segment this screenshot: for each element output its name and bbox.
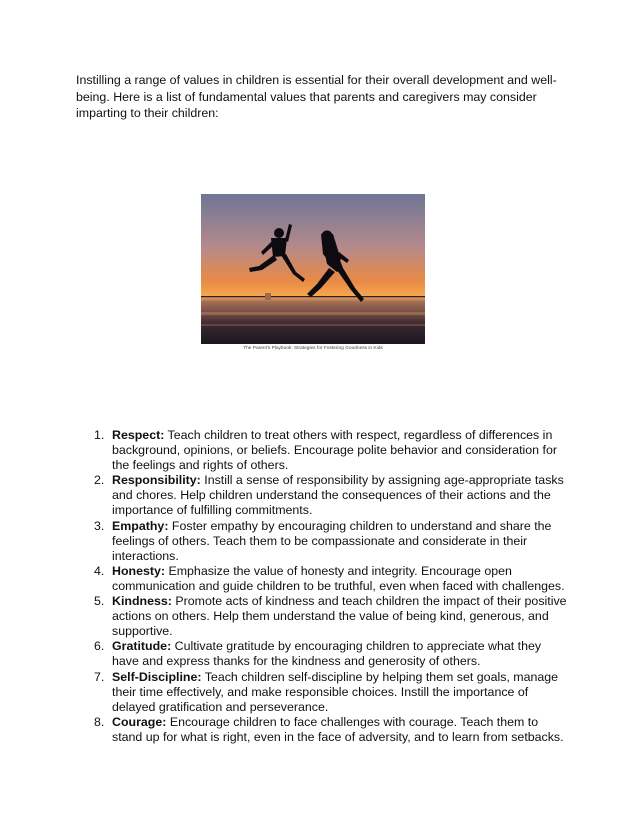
item-term: Self-Discipline: <box>112 669 202 684</box>
water-reflection <box>201 298 425 324</box>
list-item <box>84 564 568 594</box>
item-number: 8. <box>94 714 105 729</box>
item-term: Courage: <box>112 714 167 729</box>
item-text: Encourage children to face challenges with courage. Teach them to stand up for what is right, even in the face of adversity, and to learn from setbacks. <box>112 714 564 744</box>
list-item <box>84 670 568 715</box>
item-text: Instill a sense of responsibility by assigning age-appropriate tasks and chores. Help children understand the consequences of their actions and the importance of fulfilling commitments. <box>112 473 564 518</box>
item-number: 6. <box>94 639 105 654</box>
list-item <box>84 519 568 564</box>
photo-caption: The Parent's Playbook: Strategies for Fostering Goodness in Kids <box>243 346 383 351</box>
item-number: 1. <box>94 428 105 442</box>
item-text: Emphasize the value of honesty and integrity. Encourage open communication and guide children to be truthful, even when faced with challenges. <box>112 563 565 593</box>
item-number: 7. <box>94 669 105 684</box>
item-term: Empathy: <box>112 518 169 533</box>
list-item <box>84 715 568 745</box>
values-list <box>84 428 568 745</box>
horizon-line <box>201 296 425 297</box>
item-number: 2. <box>94 473 105 488</box>
item-text: Promote acts of kindness and teach children the impact of their positive actions on others. Help them understand the value of being kind, generous, and supportive. <box>112 594 567 639</box>
intro-paragraph: Instilling a range of values in children is essential for their overall development and well-being. Here is a list of fundamental values that parents and caregivers may consider imparting to their children: <box>76 73 557 121</box>
item-text: Cultivate gratitude by encouraging children to appreciate what they have and express thanks for the kindness and generosity of others. <box>112 639 542 669</box>
item-term: Responsibility: <box>112 473 201 488</box>
item-term: Honesty: <box>112 563 166 578</box>
item-text: Teach children self-discipline by helping them set goals, manage their time effectively, and make responsible choices. Instill the importance of delayed gratification and perseverance. <box>112 669 559 714</box>
list-item <box>84 594 568 639</box>
item-term: Gratitude: <box>112 639 172 654</box>
item-term: Kindness: <box>112 594 172 609</box>
sunset-silhouette-photo <box>201 194 425 344</box>
item-term: Respect: <box>112 428 165 442</box>
item-number: 3. <box>94 518 105 533</box>
item-text: Foster empathy by encouraging children to understand and share the feelings of others. Teach them to be compassionate and considerate in their interactions. <box>112 518 552 563</box>
photo-figure <box>201 194 425 352</box>
list-item <box>84 473 568 518</box>
item-text: Teach children to treat others with respect, regardless of differences in background, opinions, or beliefs. Encourage polite behavior and consideration for the feelings and rights of others. <box>112 428 557 473</box>
wet-sand-band <box>201 312 425 315</box>
wet-sand-band <box>201 324 425 326</box>
item-number: 4. <box>94 563 105 578</box>
buoy-post <box>265 293 271 300</box>
item-number: 5. <box>94 594 105 609</box>
list-item <box>84 639 568 669</box>
list-item <box>84 428 568 473</box>
